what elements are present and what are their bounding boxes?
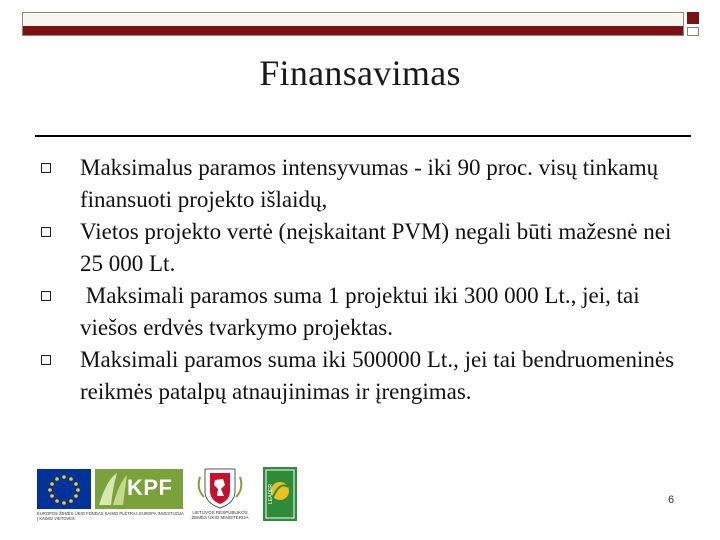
bullet-text: Maksimalus paramos intensyvumas - iki 90 proc. visų tinkamų finansuoti projekto išlaidų, xyxy=(80,155,659,212)
corner-square-bottom xyxy=(687,27,699,36)
header-bar xyxy=(22,12,684,36)
kpf-text: KPF xyxy=(127,475,173,500)
bullet-item xyxy=(0,344,720,408)
header-band xyxy=(23,26,683,35)
page-number: 6 xyxy=(668,494,675,506)
bullet-list xyxy=(0,152,720,408)
shield-icon xyxy=(190,467,250,509)
eu-kpf-logo xyxy=(37,469,185,521)
leader-logo xyxy=(263,467,297,521)
ministry-logo xyxy=(190,467,250,521)
ministry-caption: LIETUVOS RESPUBLIKOS ŽEMĖS ŪKIO MINISTERIJA xyxy=(191,510,249,520)
bullet-text: Maksimali paramos suma iki 500000 Lt., jei tai bendruomeninės reikmės patalpų atnaujinimas ir įrengimas. xyxy=(80,347,675,404)
title-divider xyxy=(35,135,691,137)
square-bullet-icon xyxy=(41,355,51,365)
slide-title: Finansavimas xyxy=(259,53,461,93)
square-bullet-icon xyxy=(41,227,51,237)
corner-square-top xyxy=(687,12,699,24)
square-bullet-icon xyxy=(41,291,51,301)
bullet-item xyxy=(0,280,720,344)
eu-caption: EUROPOS ŽEMĖS ŪKIO FONDAS KAIMO PLĖTRAI: EUROPA INVESTUOJA Į KAIMO VIETOVES xyxy=(37,511,184,521)
bullet-item xyxy=(0,216,720,280)
logo-strip xyxy=(35,465,335,521)
bullet-text: Maksimali paramos suma 1 projektui iki 300 000 Lt., jei, tai viešos erdvės tvarkymo projektas. xyxy=(80,283,646,340)
square-bullet-icon xyxy=(41,163,51,173)
bullet-text: Vietos projekto vertė (neįskaitant PVM) negali būti mažesnė nei 25 000 Lt. xyxy=(80,219,672,276)
bullet-item xyxy=(0,152,720,216)
leader-text: LEADER xyxy=(268,484,274,505)
